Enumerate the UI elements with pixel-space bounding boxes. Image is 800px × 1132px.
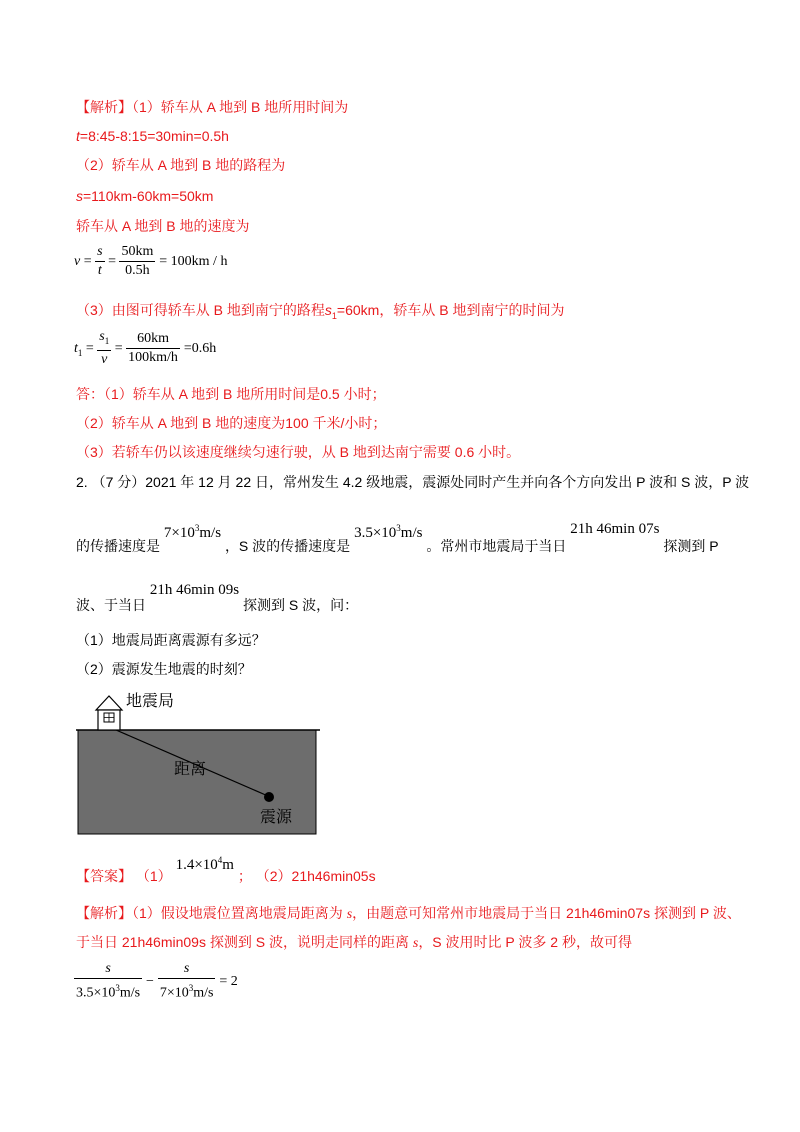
text: =8:45-8:15=30min=0.5h — [79, 128, 229, 144]
equation-time: $t_1$ = $\frac{s_1}{v}$ = $\frac{60km}{100km/h}$ =0.6h — [74, 329, 217, 367]
analysis1-line2 — [76, 126, 229, 146]
answer-time: （2）21h46min05s — [255, 868, 376, 884]
eq-lhs: v — [74, 254, 81, 270]
equation-velocity: v = $\frac{s}{t}$ = $\frac{50km}{0.5h}$ = 100km / h — [74, 244, 228, 278]
analysis1-line5: 轿车从 A 地到 B 地的速度为 — [76, 218, 250, 234]
question2-line2: 的传播速度是 $7\times 10^3m/s$ ，S 波的传播速度是 $3.5\times 10^3m/s$ 。常州市地震局于当日 21h 46min 07s 探测到 P — [76, 521, 719, 554]
time-p-wave: 21h 46min 07s — [570, 521, 660, 537]
source-label: 震源 — [260, 809, 293, 826]
answer-line2: （2）轿车从 A 地到 B 地的速度为100 千米/小时； — [76, 415, 387, 431]
analysis2-line2: 于当日 21h46min09s 探测到 S 波，说明走同样的距离 s，S 波用时比 P 波多 2 秒，故可得 — [76, 934, 632, 951]
analysis-tag: 【解析】 — [76, 905, 132, 921]
analysis2-line1: 【解析】（1）假设地震位置离地震局距离为 s，由题意可知常州市地震局于当日 21h46min07s 探测到 P 波、 — [76, 905, 741, 922]
fraction-p-wave: $\frac{s}{7\times 10^3m/s}$ — [159, 961, 214, 1001]
equation-time-difference: $\frac{s}{3.5\times 10^3m/s}$ − $\frac{s}{7\times 10^3m/s}$ = 2 — [76, 961, 238, 1001]
analysis1-line1 — [76, 97, 348, 117]
epicenter-dot — [264, 792, 274, 802]
var-t: t — [76, 128, 80, 144]
question-number: 2. — [76, 474, 88, 490]
fraction-s-over-t: $\frac{s}{t}$ — [97, 244, 103, 278]
sub-question-2: （2）震源发生地震的时刻？ — [76, 661, 252, 677]
analysis1-line3: （2）轿车从 A 地到 B 地的路程为 — [76, 157, 286, 173]
answer-line3: （3）若轿车仍以该速度继续匀速行驶，从 B 地到达南宁需要 0.6 小时。 — [76, 444, 521, 460]
sub-question-1: （1）地震局距离震源有多远？ — [76, 632, 266, 648]
answer-line1: 答：（1）轿车从 A 地到 B 地所用时间是0.5 小时； — [76, 386, 386, 402]
answer-tag: 【答案】 — [76, 868, 132, 884]
question2-line3: 波、于当日 21h 46min 09s 探测到 S 波，问： — [76, 582, 359, 613]
answer-distance: $1.4\times 10^4m$ — [175, 855, 234, 873]
fraction-values: $\frac{60km}{100km/h}$ — [128, 330, 178, 365]
question2-intro: 2. （7 分）2021 年 12 月 22 日，常州发生 4.2 级地震，震源处同时产生并向各个方向发出 P 波和 S 波，P 波 — [76, 474, 750, 490]
house-roof — [96, 696, 122, 710]
analysis1-line6: （3）由图可得轿车从 B 地到南宁的路程$s_1=60km$，轿车从 B 地到南宁的时间为 — [76, 302, 565, 321]
fraction-values: $\frac{50km}{0.5h}$ — [121, 244, 154, 278]
analysis-tag: 【解析】 — [76, 99, 132, 115]
s-wave-speed: $3.5\times 10^3m/s$ — [354, 523, 423, 541]
analysis1-line4 — [76, 186, 213, 206]
distance-label: 距离 — [174, 761, 207, 778]
earthquake-figure — [76, 686, 320, 836]
p-wave-speed: $7\times 10^3m/s$ — [163, 523, 222, 541]
fraction-s1-over-v: $\frac{s_1}{v}$ — [99, 329, 110, 367]
text: （1）轿车从 A 地到 B 地所用时间为 — [132, 99, 349, 115]
text: =110km-60km=50km — [83, 188, 214, 204]
answer-line: 【答案】 （1） $1.4\times 10^4m$ ； （2）21h46min05s — [76, 855, 376, 884]
var-s: s — [76, 188, 83, 204]
fraction-s-wave: $\frac{s}{3.5\times 10^3m/s}$ — [76, 961, 141, 1001]
time-s-wave: 21h 46min 09s — [149, 582, 240, 598]
eq-rhs: = 100km / h — [159, 254, 228, 270]
station-label: 地震局 — [126, 693, 175, 710]
